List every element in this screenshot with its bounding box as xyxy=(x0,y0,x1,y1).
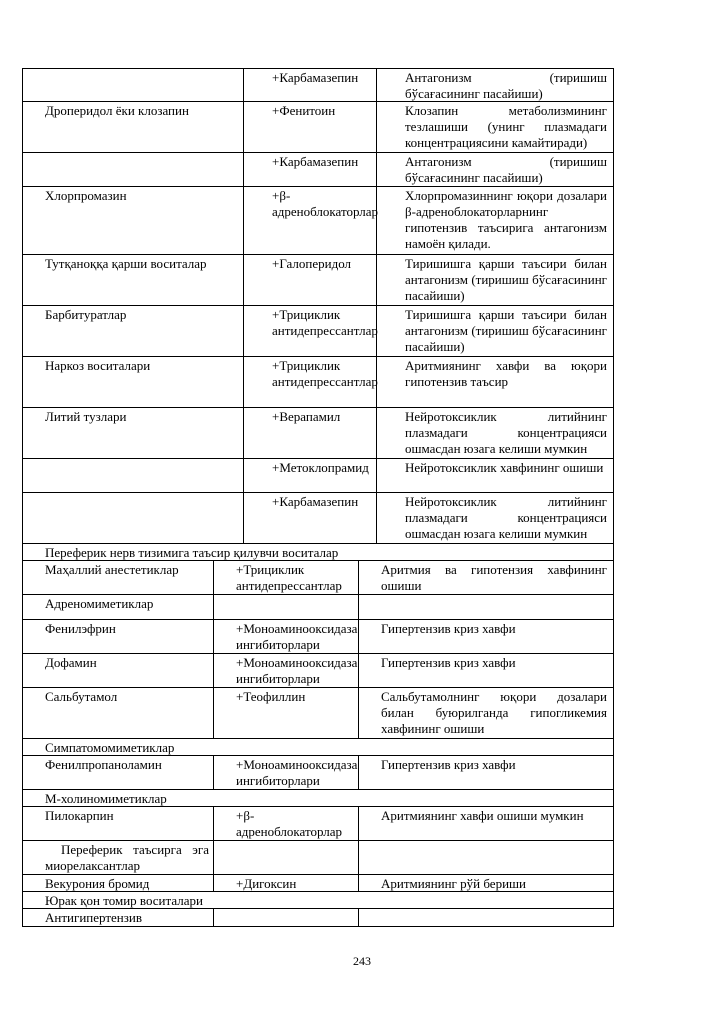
interacting-drug-cell: +Метоклопрамид xyxy=(244,459,377,492)
effect-cell: Тиришишга қарши таъсири билан антагонизм (тиришиш бўсағасининг пасайиши) xyxy=(405,256,607,303)
effect-cell: Аритмиянинг рўй бериши xyxy=(381,876,526,891)
effect-cell: Аритмиянинг хавфи ва юқори гипотензив таъсир xyxy=(405,358,607,389)
effect-cell: Антагонизм (тиришиш бўсағасининг пасайиши) xyxy=(405,70,607,101)
effect-cell: Аритмиянинг хавфи ошиши мумкин xyxy=(381,808,584,823)
drug-cell: Наркоз воситалари xyxy=(23,357,244,407)
interacting-drug-cell xyxy=(214,595,359,619)
table-row xyxy=(23,595,613,620)
table-row xyxy=(23,493,613,544)
effect-cell: Сальбутамолнинг юқори дозалари билан буюрилганда гипогликемия хавфининг ошиши xyxy=(381,689,607,736)
effect-cell xyxy=(359,595,613,619)
interacting-drug-cell: +Карбамазепин xyxy=(244,153,377,186)
effect-cell: Гипертензив криз хавфи xyxy=(381,655,516,670)
interacting-drug-cell: +Трициклик антидепрессантлар xyxy=(244,306,377,356)
drug-cell xyxy=(23,69,244,101)
effect-cell: Антагонизм (тиришиш бўсағасининг пасайиши) xyxy=(405,154,607,185)
drug-cell: Тутқаноққа қарши воситалар xyxy=(23,255,244,305)
drug-cell xyxy=(23,459,244,492)
interacting-drug-cell: +β-адреноблокаторлар xyxy=(214,807,359,840)
drug-cell: Фенилпропаноламин xyxy=(23,756,214,789)
interacting-drug-cell xyxy=(214,841,359,874)
section-row xyxy=(23,544,613,561)
table-row xyxy=(23,909,613,926)
effect-cell: Гипертензив криз хавфи xyxy=(381,757,516,772)
table-row xyxy=(23,459,613,493)
interacting-drug-cell: +Моноаминооксидаза ингибиторлари xyxy=(214,756,359,789)
effect-cell: Аритмия ва гипотензия хавфининг ошиши xyxy=(381,562,607,593)
interacting-drug-cell: +Карбамазепин xyxy=(244,493,377,543)
section-row xyxy=(23,739,613,756)
effect-cell: Хлорпромазиннинг юқори дозалари β-адреноблокаторларнинг гипотензив таъсирига антагонизм намоён қилади. xyxy=(405,188,607,251)
interacting-drug-cell: +Моноаминооксидаза ингибиторлари xyxy=(214,654,359,687)
table-row xyxy=(23,756,613,790)
drug-cell: Барбитуратлар xyxy=(23,306,244,356)
effect-cell: Нейротоксиклик хавфининг ошиши xyxy=(405,460,604,475)
table-row xyxy=(23,841,613,875)
interacting-drug-cell: +β-адреноблокаторлар xyxy=(244,187,377,254)
interacting-drug-cell: +Фенитоин xyxy=(244,102,377,152)
table-row xyxy=(23,187,613,255)
drug-cell: Векурония бромид xyxy=(23,875,214,891)
table-row xyxy=(23,561,613,595)
table-row xyxy=(23,102,613,153)
drug-cell: Антигипертензив xyxy=(23,909,214,926)
drug-cell xyxy=(23,153,244,186)
interacting-drug-cell: +Моноаминооксидаза ингибиторлари xyxy=(214,620,359,653)
interacting-drug-cell: +Верапамил xyxy=(244,408,377,458)
effect-cell: Тиришишга қарши таъсири билан антагонизм (тиришиш бўсағасининг пасайиши) xyxy=(405,307,607,354)
section-heading: Переферик нерв тизимига таъсир қилувчи воситалар xyxy=(45,545,339,560)
table-row xyxy=(23,69,613,102)
effect-cell: Нейротоксиклик литийнинг плазмадаги концентрацияси ошмасдан юзага келиши мумкин xyxy=(405,409,607,456)
interacting-drug-cell xyxy=(214,909,359,926)
effect-cell xyxy=(359,909,613,926)
effect-cell: Гипертензив криз хавфи xyxy=(381,621,516,636)
page-number: 243 xyxy=(353,954,371,968)
table-row xyxy=(23,306,613,357)
table-row xyxy=(23,620,613,654)
drug-cell: Хлорпромазин xyxy=(23,187,244,254)
table-row xyxy=(23,875,613,892)
section-heading: Симпатомомиметиклар xyxy=(45,740,175,755)
drug-cell: Сальбутамол xyxy=(23,688,214,738)
effect-cell xyxy=(359,841,613,874)
table-row xyxy=(23,153,613,187)
drug-cell: Литий тузлари xyxy=(23,408,244,458)
drug-cell xyxy=(23,493,244,543)
drug-cell: Переферик таъсирга эга миорелаксантлар xyxy=(23,841,214,874)
drug-cell: Дофамин xyxy=(23,654,214,687)
drug-cell: Дроперидол ёки клозапин xyxy=(23,102,244,152)
table-row xyxy=(23,807,613,841)
drug-cell: Фенилэфрин xyxy=(23,620,214,653)
table-row xyxy=(23,408,613,459)
interacting-drug-cell: +Теофиллин xyxy=(214,688,359,738)
interacting-drug-cell: +Карбамазепин xyxy=(244,69,377,101)
interacting-drug-cell: +Трициклик антидепрессантлар xyxy=(244,357,377,407)
section-row xyxy=(23,790,613,807)
interacting-drug-cell: +Трициклик антидепрессантлар xyxy=(214,561,359,594)
section-row xyxy=(23,892,613,909)
interacting-drug-cell: +Дигоксин xyxy=(214,875,359,891)
table-row xyxy=(23,255,613,306)
drug-cell: Маҳаллий анестетиклар xyxy=(23,561,214,594)
effect-cell: Нейротоксиклик литийнинг плазмадаги концентрацияси ошмасдан юзага келиши мумкин xyxy=(405,494,607,541)
interacting-drug-cell: +Галоперидол xyxy=(244,255,377,305)
section-heading: М-холиномиметиклар xyxy=(45,791,167,806)
section-heading: Юрак қон томир воситалари xyxy=(45,893,203,908)
interaction-table xyxy=(22,68,614,927)
table-row xyxy=(23,688,613,739)
table-row xyxy=(23,357,613,408)
drug-cell: Пилокарпин xyxy=(23,807,214,840)
table-row xyxy=(23,654,613,688)
drug-cell: Адреномиметиклар xyxy=(23,595,214,619)
effect-cell: Клозапин метаболизмининг тезлашиши (унинг плазмадаги концентрациясини камайтиради) xyxy=(405,103,607,150)
